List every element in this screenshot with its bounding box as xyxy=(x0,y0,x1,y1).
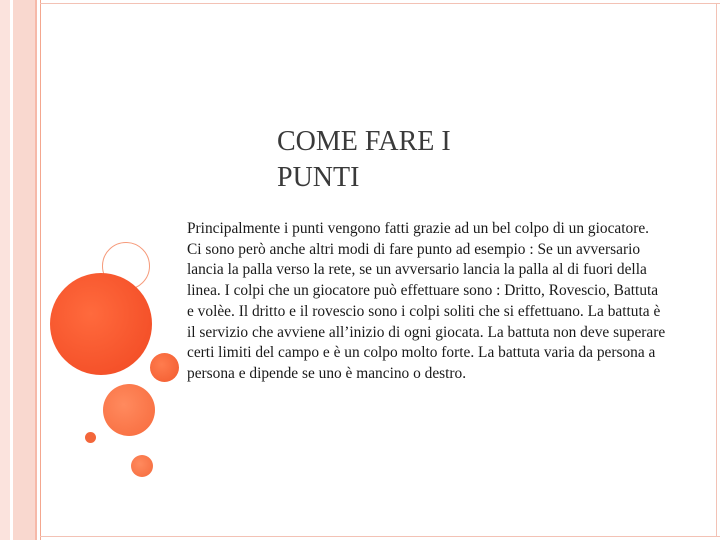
decorative-large-circle xyxy=(50,273,152,375)
slide-body-text: Principalmente i punti vengono fatti grazie ad un bel colpo di un giocatore. Ci sono però anche altri modi di fare punto ad esempio : Se un avversario lancia la palla verso la rete, se un avversario lancia la palla al di fuori della linea. I colpi che un giocatore può effettuare sono : Dritto, Rovescio, Battuta e volèe. Il dritto e il rovescio sono i colpi soliti che si effettuano. La battuta è il servizio che avviene all’inizio di ogni giocata. La battuta non deve superare certi limiti del campo e è un colpo molto forte. La battuta varia da persona a persona e dipende se uno è mancino o destro. xyxy=(187,220,666,382)
slide-title-line1: COME FARE I xyxy=(277,126,451,157)
decorative-stripe xyxy=(13,0,35,540)
decorative-small-circle xyxy=(131,455,153,477)
frame-line-right xyxy=(716,3,717,537)
slide-title-line2: PUNTI xyxy=(277,162,360,193)
decorative-medium-circle xyxy=(103,384,155,436)
frame-line-bottom xyxy=(40,536,720,537)
decorative-medium-circle xyxy=(150,353,179,382)
decorative-stripe xyxy=(40,0,41,540)
frame-line-top xyxy=(40,3,720,4)
decorative-small-circle xyxy=(85,432,96,443)
slide-title xyxy=(277,124,677,196)
decorative-stripe xyxy=(0,0,10,540)
